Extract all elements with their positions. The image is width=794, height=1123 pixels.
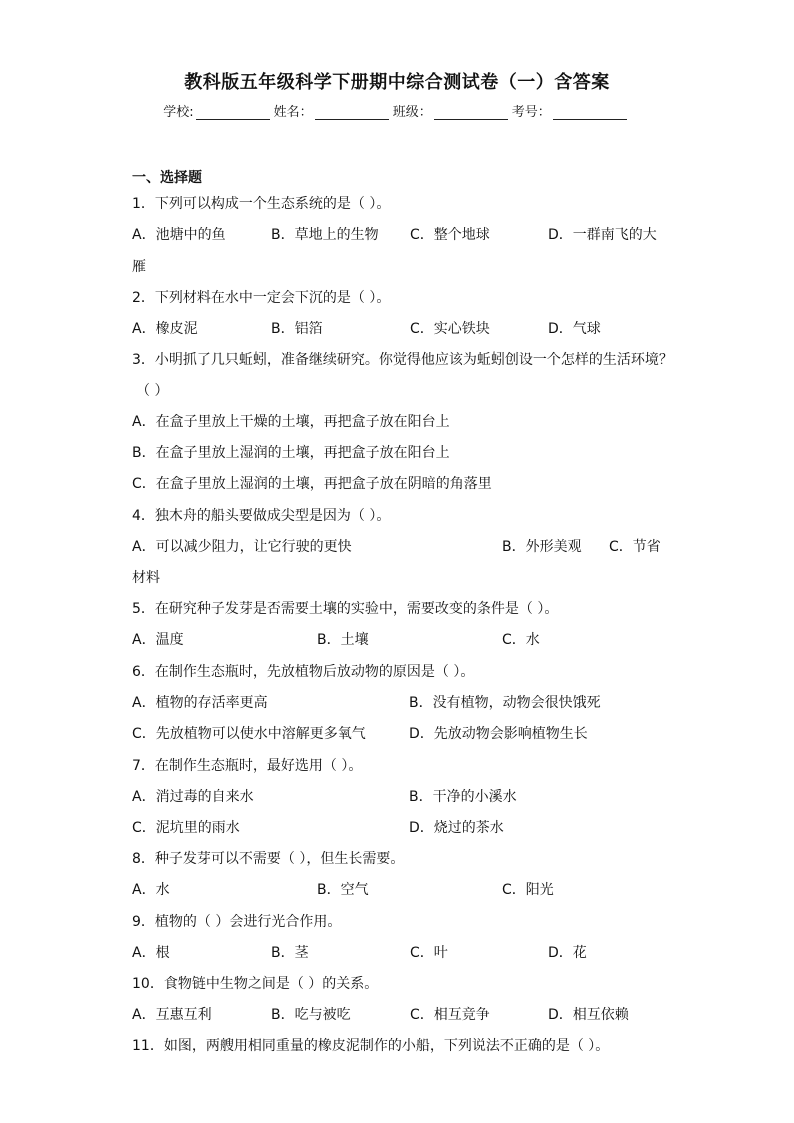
name-label: 姓名： <box>273 105 313 120</box>
question-1-stem: 1．下列可以构成一个生态系统的是（ ）。 <box>132 196 391 212</box>
option-d: D．一群南飞的大 <box>548 227 657 243</box>
option-d: D．花 <box>548 945 587 961</box>
question-3-stem: 3．小明抓了几只蚯蚓，准备继续研究。你觉得他应该为蚯蚓创设一个怎样的生活环境？ <box>132 352 673 368</box>
option-c: C．叶 <box>410 945 448 961</box>
option-a: A．在盒子里放上干燥的土壤，再把盒子放在阳台上 <box>132 414 450 430</box>
option-c: C．阳光 <box>502 882 554 898</box>
option-d: D．相互依赖 <box>548 1007 629 1023</box>
name-field[interactable] <box>315 105 389 120</box>
option-a: A．消过毒的自来水 <box>132 789 254 805</box>
option-d-continued: 雁 <box>132 259 146 275</box>
section-heading: 一、选择题 <box>132 170 202 186</box>
question-4-stem: 4．独木舟的船头要做成尖型是因为（ ）。 <box>132 508 391 524</box>
class-label: 班级： <box>392 105 432 120</box>
option-c: C．泥坑里的雨水 <box>132 820 240 836</box>
option-a: A．池塘中的鱼 <box>132 227 226 243</box>
option-c: C．水 <box>502 632 540 648</box>
option-c: C．相互竞争 <box>410 1007 490 1023</box>
option-c: C．整个地球 <box>410 227 490 243</box>
page-title: 教科版五年级科学下册期中综合测试卷（一）含答案 <box>184 72 610 93</box>
option-c: C．在盒子里放上湿润的土壤，再把盒子放在阴暗的角落里 <box>132 476 492 492</box>
option-b: B．茎 <box>271 945 309 961</box>
option-a: A．根 <box>132 945 170 961</box>
class-field[interactable] <box>434 105 508 120</box>
student-info-row <box>0 101 794 120</box>
school-field[interactable] <box>196 105 270 120</box>
option-a: A．橡皮泥 <box>132 321 198 337</box>
option-b: B．吃与被吃 <box>271 1007 351 1023</box>
question-7-stem: 7．在制作生态瓶时，最好选用（ ）。 <box>132 758 363 774</box>
option-c: C．节省 <box>609 539 661 555</box>
option-d: D．烧过的茶水 <box>409 820 504 836</box>
option-c: C．先放植物可以使水中溶解更多氧气 <box>132 726 366 742</box>
option-b: B．干净的小溪水 <box>409 789 517 805</box>
option-a: A．可以减少阻力，让它行驶的更快 <box>132 539 352 555</box>
option-b: B．铝箔 <box>271 321 323 337</box>
option-b: B．空气 <box>317 882 369 898</box>
school-label: 学校: <box>163 105 194 120</box>
option-d: D．先放动物会影响植物生长 <box>409 726 588 742</box>
option-b: B．外形美观 <box>502 539 582 555</box>
question-9-stem: 9．植物的（ ）会进行光合作用。 <box>132 914 342 930</box>
option-b: B．在盒子里放上湿润的土壤，再把盒子放在阳台上 <box>132 445 450 461</box>
option-a: A．水 <box>132 882 170 898</box>
option-c-continued: 材料 <box>132 570 160 586</box>
question-10-stem: 10．食物链中生物之间是（ ）的关系。 <box>132 976 379 992</box>
question-5-stem: 5．在研究种子发芽是否需要土壤的实验中，需要改变的条件是（ ）。 <box>132 601 559 617</box>
question-2-stem: 2．下列材料在水中一定会下沉的是（ ）。 <box>132 290 391 306</box>
option-a: A．互惠互利 <box>132 1007 212 1023</box>
answer-paren: （ ） <box>136 383 169 399</box>
question-8-stem: 8．种子发芽可以不需要（ ），但生长需要。 <box>132 851 405 867</box>
option-b: B．土壤 <box>317 632 369 648</box>
option-a: A．温度 <box>132 632 184 648</box>
option-a: A．植物的存活率更高 <box>132 695 268 711</box>
option-c: C．实心铁块 <box>410 321 490 337</box>
option-d: D．气球 <box>548 321 601 337</box>
question-11-stem: 11．如图，两艘用相同重量的橡皮泥制作的小船，下列说法不正确的是（ ）。 <box>132 1038 610 1054</box>
number-field[interactable] <box>553 105 627 120</box>
option-b: B．草地上的生物 <box>271 227 379 243</box>
question-6-stem: 6．在制作生态瓶时，先放植物后放动物的原因是（ ）。 <box>132 664 475 680</box>
option-b: B．没有植物，动物会很快饿死 <box>409 695 601 711</box>
number-label: 考号： <box>511 105 551 120</box>
